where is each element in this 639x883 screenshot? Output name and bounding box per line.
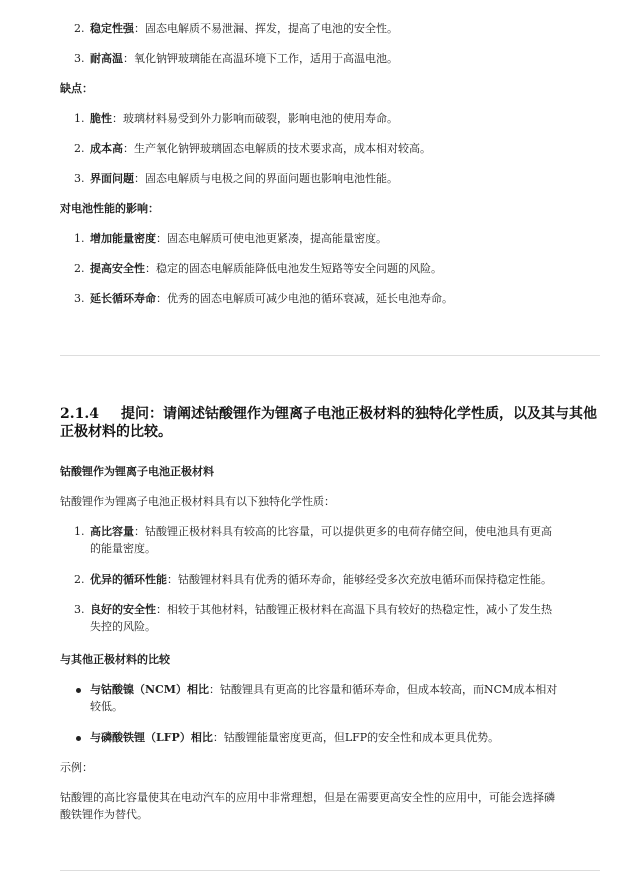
list-number: 3. bbox=[74, 52, 85, 65]
example-label: 示例： bbox=[60, 761, 93, 774]
bullet-icon bbox=[76, 688, 81, 693]
item-label: 稳定性强 bbox=[90, 22, 134, 35]
list-item bbox=[60, 20, 600, 50]
divider bbox=[60, 355, 600, 356]
item-text-cont: 失控的风险。 bbox=[90, 620, 156, 633]
list-number: 1. bbox=[74, 112, 85, 125]
section-title bbox=[60, 405, 600, 441]
item-text: ：钴酸锂材料具有优秀的循环寿命，能够经受多次充放电循环而保持稳定性能。 bbox=[167, 573, 552, 586]
item-text: ：优秀的固态电解质可减少电池的循环衰减，延长电池寿命。 bbox=[156, 292, 453, 305]
item-text: ：钴酸锂正极材料具有较高的比容量，可以提供更多的电荷存储空间，使电池具有更高 bbox=[134, 525, 552, 538]
example-text bbox=[60, 789, 600, 823]
bullet-icon bbox=[76, 736, 81, 741]
item-text: ：固态电解质可使电池更紧凑，提高能量密度。 bbox=[156, 232, 387, 245]
compare-list bbox=[60, 681, 600, 759]
cons-list bbox=[60, 110, 600, 200]
cons-heading: 缺点： bbox=[60, 82, 93, 95]
item-text: ：氧化钠钾玻璃能在高温环境下工作，适用于高温电池。 bbox=[123, 52, 398, 65]
list-number: 2. bbox=[74, 22, 85, 35]
subheading-lco: 钴酸锂作为锂离子电池正极材料 bbox=[60, 465, 214, 478]
properties-list bbox=[60, 523, 600, 649]
intro-text: 钴酸锂作为锂离子电池正极材料具有以下独特化学性质： bbox=[60, 495, 335, 508]
list-item bbox=[60, 681, 600, 729]
impact-list bbox=[60, 230, 600, 320]
list-item bbox=[60, 50, 600, 80]
item-text: ：钴酸锂具有更高的比容量和循环寿命，但成本较高，而NCM成本相对 bbox=[209, 683, 558, 696]
list-item bbox=[60, 110, 600, 140]
item-text: ：钴酸锂能量密度更高，但LFP的安全性和成本更具优势。 bbox=[212, 731, 500, 744]
top-list bbox=[60, 20, 600, 80]
item-label: 耐高温 bbox=[90, 52, 123, 65]
list-number: 1. bbox=[74, 525, 85, 538]
list-item bbox=[60, 523, 600, 571]
list-item bbox=[60, 170, 600, 200]
item-text: ：固态电解质不易泄漏、挥发，提高了电池的安全性。 bbox=[134, 22, 398, 35]
section-title-line2: 正极材料的比较。 bbox=[60, 424, 172, 440]
list-number: 1. bbox=[74, 232, 85, 245]
item-label: 高比容量 bbox=[90, 525, 134, 538]
list-item bbox=[60, 260, 600, 290]
item-text: ：生产氧化钠钾玻璃固态电解质的技术要求高，成本相对较高。 bbox=[123, 142, 431, 155]
item-text: ：固态电解质与电极之间的界面问题也影响电池性能。 bbox=[134, 172, 398, 185]
item-label: 脆性 bbox=[90, 112, 112, 125]
item-label: 延长循环寿命 bbox=[90, 292, 156, 305]
item-label: 增加能量密度 bbox=[90, 232, 156, 245]
list-number: 3. bbox=[74, 292, 85, 305]
item-text-cont: 的能量密度。 bbox=[90, 542, 156, 555]
item-text: ：稳定的固态电解质能降低电池发生短路等安全问题的风险。 bbox=[145, 262, 442, 275]
section-number: 2.1.4 bbox=[60, 406, 99, 422]
section-title-line1: 提问：请阐述钴酸锂作为锂离子电池正极材料的独特化学性质，以及其与其他 bbox=[120, 406, 597, 422]
divider bbox=[60, 870, 600, 871]
list-number: 2. bbox=[74, 262, 85, 275]
item-text: ：玻璃材料易受到外力影响而破裂，影响电池的使用寿命。 bbox=[112, 112, 398, 125]
list-item bbox=[60, 601, 600, 649]
list-item bbox=[60, 571, 600, 601]
item-label: 良好的安全性 bbox=[90, 603, 156, 616]
list-item bbox=[60, 729, 600, 759]
list-number: 2. bbox=[74, 573, 85, 586]
list-item bbox=[60, 230, 600, 260]
example-line1: 钴酸锂的高比容量使其在电动汽车的应用中非常理想，但是在需要更高安全性的应用中，可能会选择磷 bbox=[60, 791, 555, 804]
item-label: 界面问题 bbox=[90, 172, 134, 185]
list-number: 2. bbox=[74, 142, 85, 155]
item-label: 优异的循环性能 bbox=[90, 573, 167, 586]
list-item bbox=[60, 140, 600, 170]
example-line2: 酸铁锂作为替代。 bbox=[60, 808, 148, 821]
item-text-cont: 较低。 bbox=[90, 700, 123, 713]
list-number: 3. bbox=[74, 603, 85, 616]
item-label: 与钴酸镍（NCM）相比 bbox=[90, 683, 209, 696]
subheading-compare: 与其他正极材料的比较 bbox=[60, 653, 170, 666]
item-label: 成本高 bbox=[90, 142, 123, 155]
list-item bbox=[60, 290, 600, 320]
list-number: 3. bbox=[74, 172, 85, 185]
impact-heading: 对电池性能的影响： bbox=[60, 202, 159, 215]
item-text: ：相较于其他材料，钴酸锂正极材料在高温下具有较好的热稳定性，减小了发生热 bbox=[156, 603, 552, 616]
item-label: 与磷酸铁锂（LFP）相比 bbox=[90, 731, 213, 744]
item-label: 提高安全性 bbox=[90, 262, 145, 275]
